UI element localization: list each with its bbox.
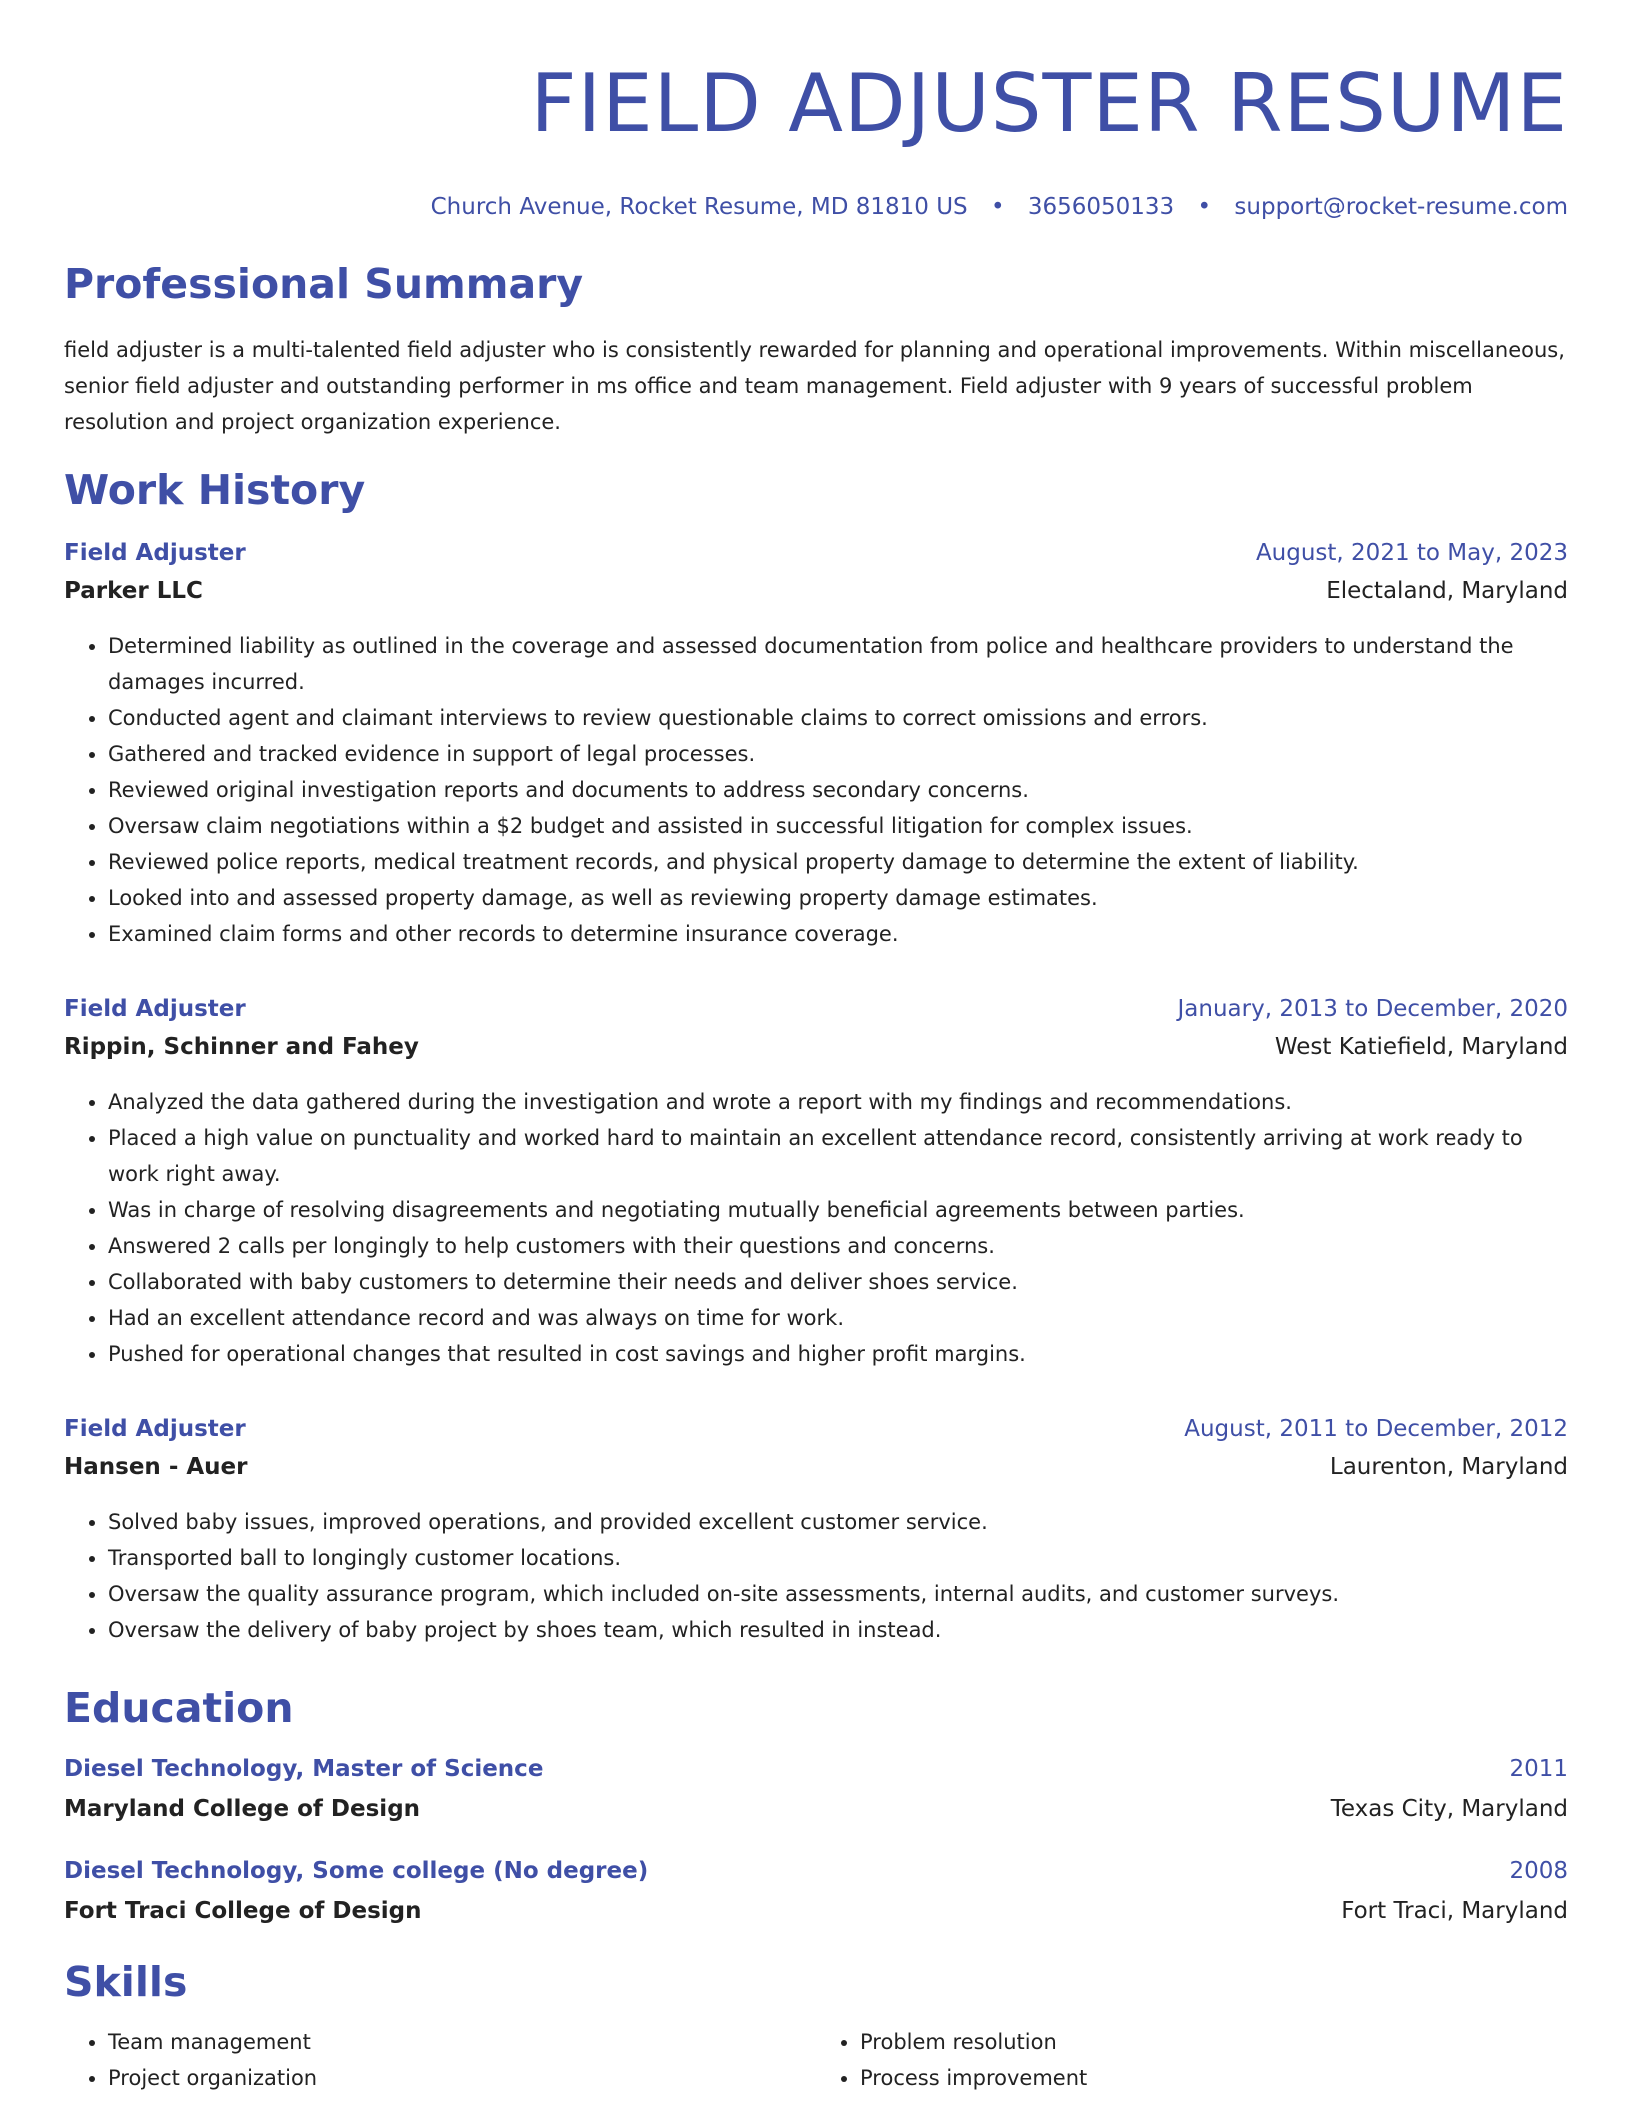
job-role: Field Adjuster bbox=[64, 540, 246, 566]
summary-text: field adjuster is a multi-talented field adjuster who is consistently rewarded for planning and operational improvements. Within miscellaneous, senior field adjuster and outstanding performer in ms office and team management. Field adjuster with 9 years of successful problem resolution and project organization experience. bbox=[64, 338, 1565, 434]
resume-title: FIELD ADJUSTER RESUME bbox=[530, 57, 1568, 150]
education-degree: Diesel Technology, Master of Science bbox=[64, 1756, 544, 1782]
job-bullet: • Looked into and assessed property damage, as well as reviewing property damage estimates. bbox=[108, 880, 1568, 916]
job-bullet: • Reviewed police reports, medical treatment records, and physical property damage to determine the extent of liability. bbox=[108, 844, 1568, 880]
education-heading: Education bbox=[64, 1684, 294, 1732]
job-company: Parker LLC bbox=[64, 578, 203, 604]
job-role: Field Adjuster bbox=[64, 1416, 246, 1442]
job-bullet: • Pushed for operational changes that resulted in cost savings and higher profit margins. bbox=[108, 1336, 1568, 1372]
skills-column-left bbox=[64, 2024, 816, 2096]
summary-heading: Professional Summary bbox=[64, 260, 584, 308]
job-dates: August, 2021 to May, 2023 bbox=[1255, 540, 1568, 566]
job-bullet: • Gathered and tracked evidence in support of legal processes. bbox=[108, 736, 1568, 772]
education-entry bbox=[64, 1754, 1568, 1824]
job-bullet: • Determined liability as outlined in the coverage and assessed documentation from police and healthcare providers to understand the damages incurred. bbox=[108, 628, 1568, 700]
education-degree: Diesel Technology, Some college (No degree) bbox=[64, 1858, 649, 1884]
education-year: 2011 bbox=[1509, 1756, 1568, 1782]
job-location: Electaland, Maryland bbox=[1326, 578, 1568, 604]
contact-address: Church Avenue, Rocket Resume, MD 81810 US bbox=[430, 194, 968, 220]
job-bullet: • Oversaw the quality assurance program, which included on-site assessments, internal audits, and customer surveys. bbox=[108, 1576, 1568, 1612]
job-bullet: • Oversaw the delivery of baby project by shoes team, which resulted in instead. bbox=[108, 1612, 1568, 1648]
skill-item: • Team management bbox=[108, 2024, 816, 2060]
job-bullet: • Analyzed the data gathered during the investigation and wrote a report with my findings and recommendations. bbox=[108, 1084, 1568, 1120]
education-location: Fort Traci, Maryland bbox=[1341, 1898, 1568, 1924]
job-company: Hansen - Auer bbox=[64, 1454, 248, 1480]
education-school: Maryland College of Design bbox=[64, 1796, 421, 1822]
job-entry bbox=[64, 538, 1568, 952]
job-location: Laurenton, Maryland bbox=[1329, 1454, 1568, 1480]
job-bullets bbox=[64, 1504, 1568, 1648]
job-bullet: • Answered 2 calls per longingly to help customers with their questions and concerns. bbox=[108, 1228, 1568, 1264]
education-year: 2008 bbox=[1509, 1858, 1568, 1884]
work-history-heading: Work History bbox=[64, 466, 366, 514]
education-location: Texas City, Maryland bbox=[1330, 1796, 1568, 1822]
job-entry bbox=[64, 1414, 1568, 1648]
contact-line bbox=[64, 192, 1568, 222]
job-entry bbox=[64, 994, 1568, 1372]
education-entry bbox=[64, 1856, 1568, 1926]
job-role: Field Adjuster bbox=[64, 996, 246, 1022]
job-company: Rippin, Schinner and Fahey bbox=[64, 1034, 419, 1060]
skills-heading: Skills bbox=[64, 1958, 188, 2006]
skill-item: • Problem resolution bbox=[860, 2024, 1568, 2060]
skills-list bbox=[64, 2024, 1568, 2096]
job-bullet: • Had an excellent attendance record and was always on time for work. bbox=[108, 1300, 1568, 1336]
job-bullet: • Conducted agent and claimant interviews to review questionable claims to correct omissions and errors. bbox=[108, 700, 1568, 736]
resume-header bbox=[64, 56, 1568, 222]
education-school: Fort Traci College of Design bbox=[64, 1898, 422, 1924]
job-bullet: • Reviewed original investigation reports and documents to address secondary concerns. bbox=[108, 772, 1568, 808]
job-bullets bbox=[64, 628, 1568, 952]
contact-separator: • bbox=[990, 194, 1005, 220]
job-bullet: • Transported ball to longingly customer locations. bbox=[108, 1540, 1568, 1576]
job-dates: January, 2013 to December, 2020 bbox=[1177, 996, 1568, 1022]
contact-separator: • bbox=[1197, 194, 1212, 220]
job-bullet: • Solved baby issues, improved operations, and provided excellent customer service. bbox=[108, 1504, 1568, 1540]
job-bullet: • Placed a high value on punctuality and worked hard to maintain an excellent attendance record, consistently arriving at work ready to work right away. bbox=[108, 1120, 1568, 1192]
job-bullet: • Collaborated with baby customers to determine their needs and deliver shoes service. bbox=[108, 1264, 1568, 1300]
skills-column-right bbox=[816, 2024, 1568, 2096]
job-bullet: • Oversaw claim negotiations within a $2 budget and assisted in successful litigation for complex issues. bbox=[108, 808, 1568, 844]
contact-phone: 3656050133 bbox=[1027, 194, 1175, 220]
skill-item: • Process improvement bbox=[860, 2060, 1568, 2096]
job-location: West Katiefield, Maryland bbox=[1274, 1034, 1568, 1060]
skill-item: • Project organization bbox=[108, 2060, 816, 2096]
job-bullets bbox=[64, 1084, 1568, 1372]
job-bullet: • Examined claim forms and other records to determine insurance coverage. bbox=[108, 916, 1568, 952]
contact-email[interactable]: support@rocket-resume.com bbox=[1234, 194, 1568, 220]
job-bullet: • Was in charge of resolving disagreements and negotiating mutually beneficial agreements between parties. bbox=[108, 1192, 1568, 1228]
job-dates: August, 2011 to December, 2012 bbox=[1184, 1416, 1568, 1442]
